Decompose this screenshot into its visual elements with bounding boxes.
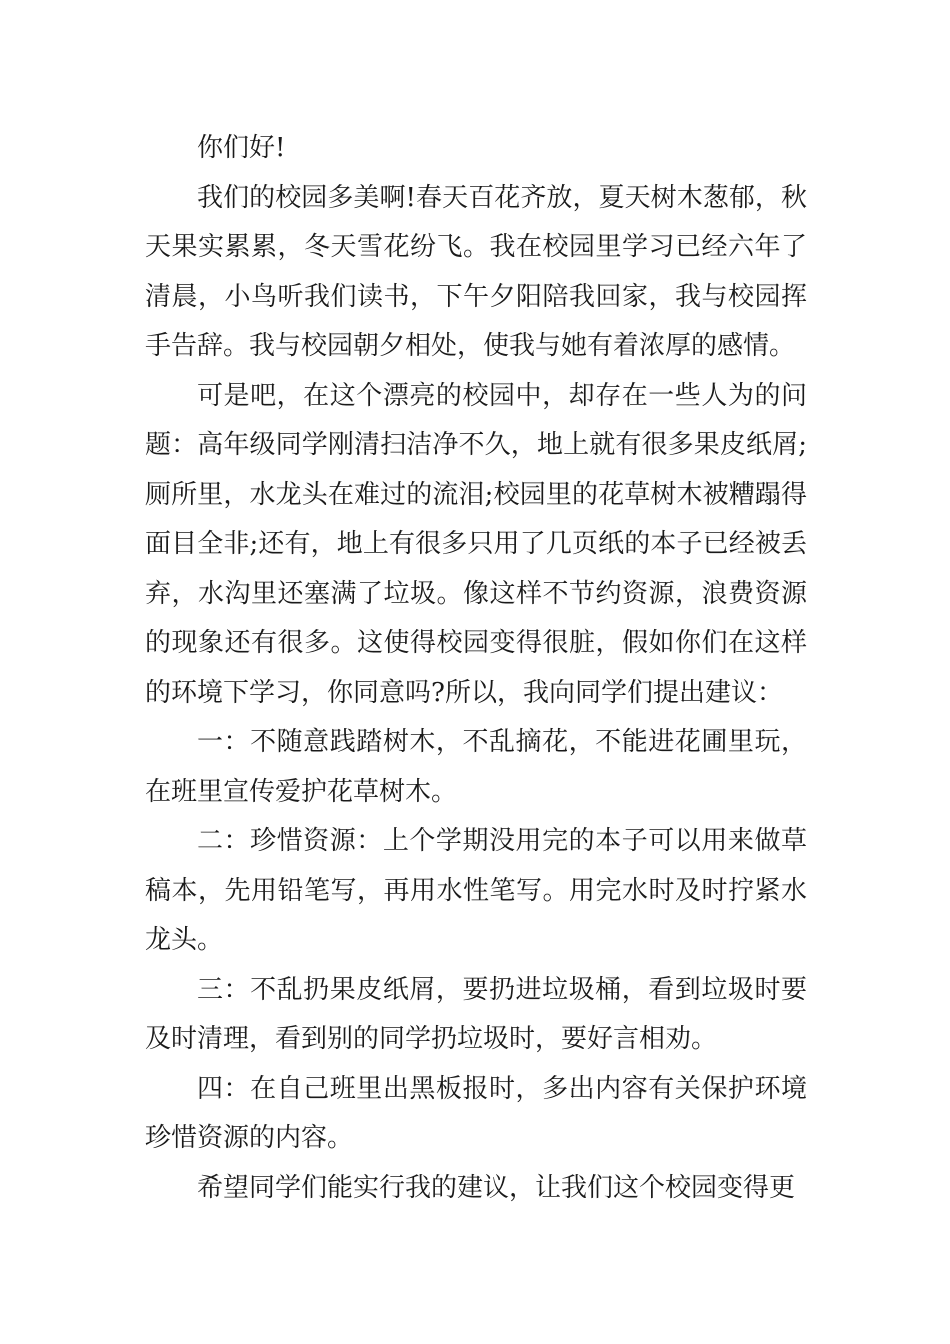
paragraph-problems: 可是吧，在这个漂亮的校园中，却存在一些人为的问题：高年级同学刚清扫洁净不久，地上就有很多果皮纸屑;厕所里，水龙头在难过的流泪;校园里的花草树木被糟蹋得面目全非;还有，地上有很多只用了几页纸的本子已经被丢弃，水沟里还塞满了垃圾。像这样不节约资源，浪费资源的现象还有很多。这使得校园变得很脏，假如你们在这样的环境下学习，你同意吗?所以，我向同学们提出建议： — [145, 380, 807, 708]
paragraph-campus-beauty: 我们的校园多美啊!春天百花齐放，夏天树木葱郁，秋天果实累累，冬天雪花纷飞。我在校园里学习已经六年了清晨，小鸟听我们读书，下午夕阳陪我回家，我与校园挥手告辞。我与校园朝夕相处，使我与她有着浓厚的感情。 — [145, 182, 807, 361]
paragraph-closing: 希望同学们能实行我的建议，让我们这个校园变得更 — [197, 1172, 796, 1203]
paragraph-greeting: 你们好! — [197, 133, 286, 163]
document-body — [145, 124, 807, 1213]
paragraph-suggestion-4: 四：在自己班里出黑板报时，多出内容有关保护环境珍惜资源的内容。 — [145, 1073, 807, 1153]
paragraph-suggestion-3: 三：不乱扔果皮纸屑，要扔进垃圾桶，看到垃圾时要及时清理，看到别的同学扔垃圾时，要好言相劝。 — [145, 974, 807, 1054]
paragraph-suggestion-2: 二：珍惜资源：上个学期没用完的本子可以用来做草稿本，先用铅笔写，再用水性笔写。用完水时及时拧紧水龙头。 — [145, 826, 807, 955]
paragraph-suggestion-1: 一：不随意践踏树木，不乱摘花，不能进花圃里玩，在班里宣传爱护花草树木。 — [145, 727, 807, 807]
